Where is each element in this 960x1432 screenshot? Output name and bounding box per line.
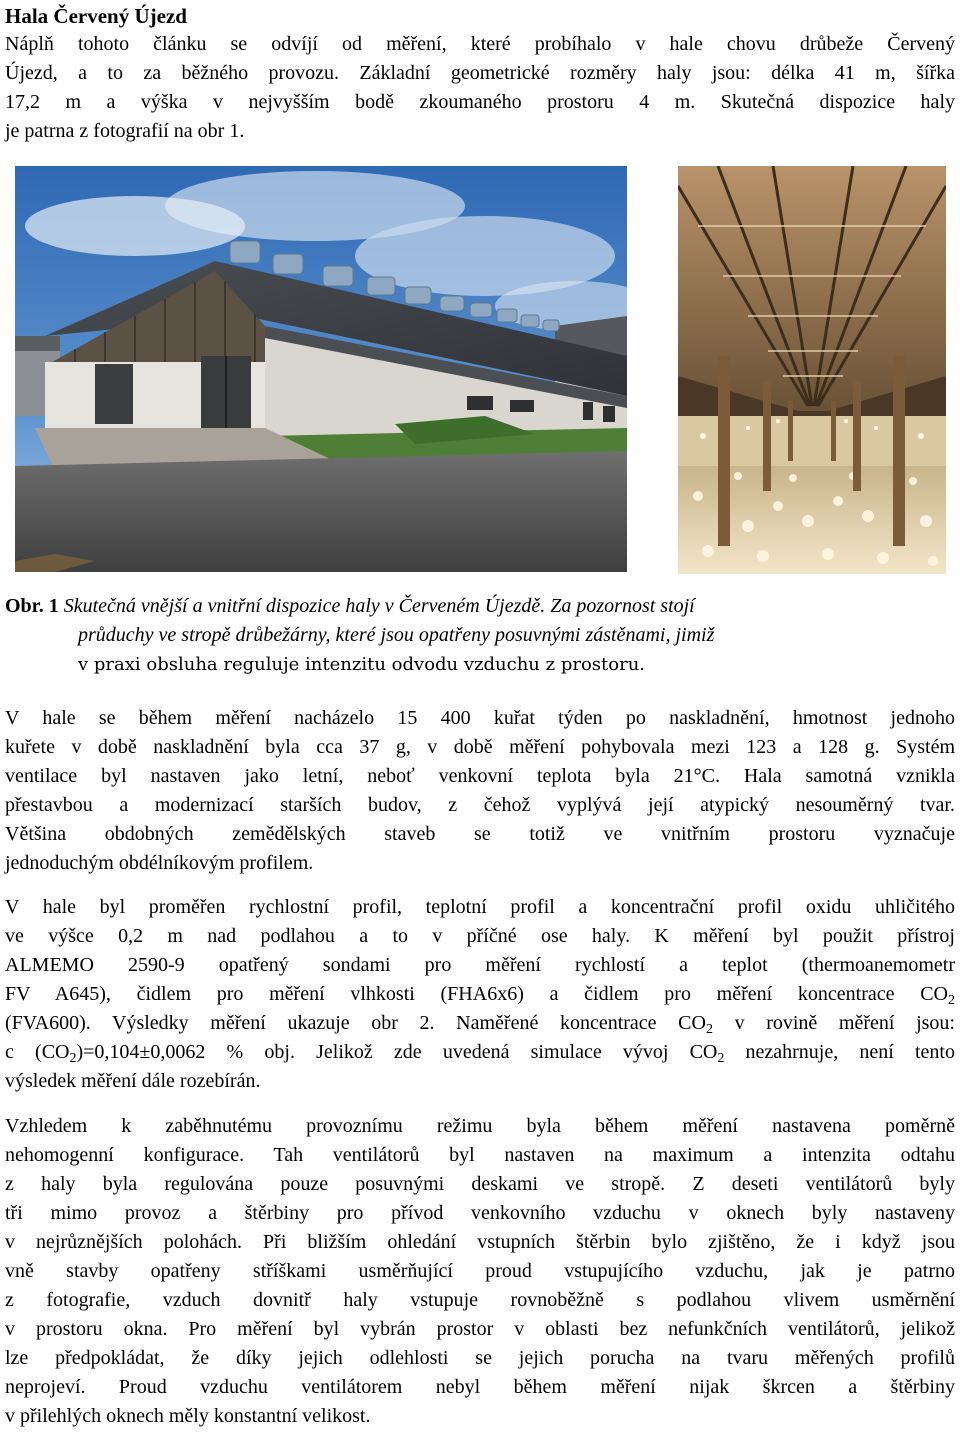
text-line: Vzhledem k zaběhnutému provoznímu režimu byla během měření nastavena poměrně	[5, 1115, 955, 1137]
text-line: jednoduchým obdélníkovým profilem.	[5, 852, 314, 874]
text-line: V hale byl proměřen rychlostní profil, teplotní profil a koncentrační profil oxidu uhličitého	[5, 896, 955, 918]
caption-line	[5, 592, 955, 621]
page-title: Hala Červený Újezd	[5, 4, 187, 28]
text-line	[5, 1038, 955, 1067]
text-line	[5, 980, 955, 1009]
subscript: 2	[69, 1051, 77, 1066]
text-line: je patrna z fotografií na obr 1.	[5, 120, 245, 142]
text-line	[5, 1009, 955, 1038]
body-paragraph	[5, 1112, 955, 1431]
caption-text: Skutečná vnější a vnitřní dispozice haly v Červeném Újezdě. Za pozornost stojí	[63, 595, 695, 617]
body-paragraph	[5, 704, 955, 878]
caption-line: průduchy ve stropě drůbežárny, které jsou opatřeny posuvnými zástěnami, jimiž	[78, 624, 715, 646]
text-line: z haly byla regulována pouze posuvnými deskami ve stropě. Z deseti ventilátorů byly	[5, 1173, 955, 1195]
text-line: neprojeví. Proud vzduchu ventilátorem nebyl během měření nijak škrcen a štěrbiny	[5, 1376, 955, 1398]
text-line: výsledek měření dále rozebírán.	[5, 1070, 261, 1092]
hall-interior-photo	[678, 166, 946, 574]
subscript: 2	[705, 1022, 713, 1037]
text-line: Újezd, a to za běžného provozu. Základní geometrické rozměry haly jsou: délka 41 m, šířka	[5, 62, 955, 84]
text-segment: (FVA600). Výsledky měření ukazuje obr 2. Naměřené koncentrace CO	[5, 1012, 706, 1034]
text-segment: nezahrnuje, není tento	[724, 1041, 955, 1063]
text-line: ALMEMO 2590-9 opatřený sondami pro měření rychlostí a teplot (thermoanemometr	[5, 954, 955, 976]
subscript: 2	[948, 993, 955, 1008]
text-line: přestavbou a modernizací starších budov, z čehož vyplývá její atypický nesouměrný tvar.	[5, 794, 955, 816]
text-line: ve výšce 0,2 m nad podlahou a to v příčné ose haly. K měření byl použit přístroj	[5, 925, 955, 947]
text-segment: FV A645), čidlem pro měření vlhkosti (FHA6x6) a čidlem pro měření koncentrace CO	[5, 983, 948, 1005]
text-line: V hale se během měření nacházelo 15 400 kuřat týden po naskladnění, hmotnost jednoho	[5, 707, 955, 729]
text-line: Náplň tohoto článku se odvíjí od měření, které probíhalo v hale chovu drůbeže Červený	[5, 33, 955, 55]
text-line: 17,2 m a výška v nejvyšším bodě zkoumaného prostoru 4 m. Skutečná dispozice haly	[5, 91, 955, 113]
body-paragraph	[5, 893, 955, 1096]
caption-label: Obr. 1	[5, 595, 59, 617]
text-line: kuřete v době naskladnění byla cca 37 g, v době měření pohybovala mezi 123 a 128 g. Systém	[5, 736, 955, 758]
text-line: lze předpokládat, že díky jejich odlehlosti se jejich porucha na tvaru měřených profilů	[5, 1347, 955, 1369]
text-line: v prostoru okna. Pro měření byl vybrán prostor v oblasti bez nefunkčních ventilátorů, jelikož	[5, 1318, 955, 1340]
text-line: z fotografie, vzduch dovnitř haly vstupuje rovnoběžně s podlahou vlivem usměrnění	[5, 1289, 955, 1311]
figure-caption	[5, 592, 955, 679]
intro-paragraph	[5, 30, 955, 146]
text-segment: v rovině měření jsou:	[712, 1012, 955, 1034]
text-line: ventilace byl nastaven jako letní, neboť venkovní teplota byla 21°C. Hala samotná vznikla	[5, 765, 955, 787]
text-line: v nejrůznějších polohách. Při bližším ohledání vstupních štěrbin bylo zjištěno, že i když jsou	[5, 1231, 955, 1253]
text-line: Většina obdobných zemědělských staveb se totiž ve vnitřním prostoru vyznačuje	[5, 823, 955, 845]
hall-exterior-photo	[15, 166, 627, 572]
text-line: v přilehlých oknech měly konstantní velikost.	[5, 1405, 371, 1427]
text-line: vně stavby opatřeny stříškami usměrňující proud vstupujícího vzduchu, jak je patrno	[5, 1260, 955, 1282]
text-segment: )=0,104±0,0062 % obj. Jelikož zde uvedená simulace vývoj CO	[76, 1041, 718, 1063]
text-line: nehomogenní konfigurace. Tah ventilátorů byl nastaven na maximum a intenzita odtahu	[5, 1144, 955, 1166]
caption-line: v praxi obsluha reguluje intenzitu odvodu vzduchu z prostoru.	[78, 654, 646, 675]
text-segment: c (CO	[5, 1041, 70, 1063]
subscript: 2	[717, 1051, 725, 1066]
text-line: tři mimo provoz a štěrbiny pro přívod venkovního vzduchu v oknech byly nastaveny	[5, 1202, 955, 1224]
